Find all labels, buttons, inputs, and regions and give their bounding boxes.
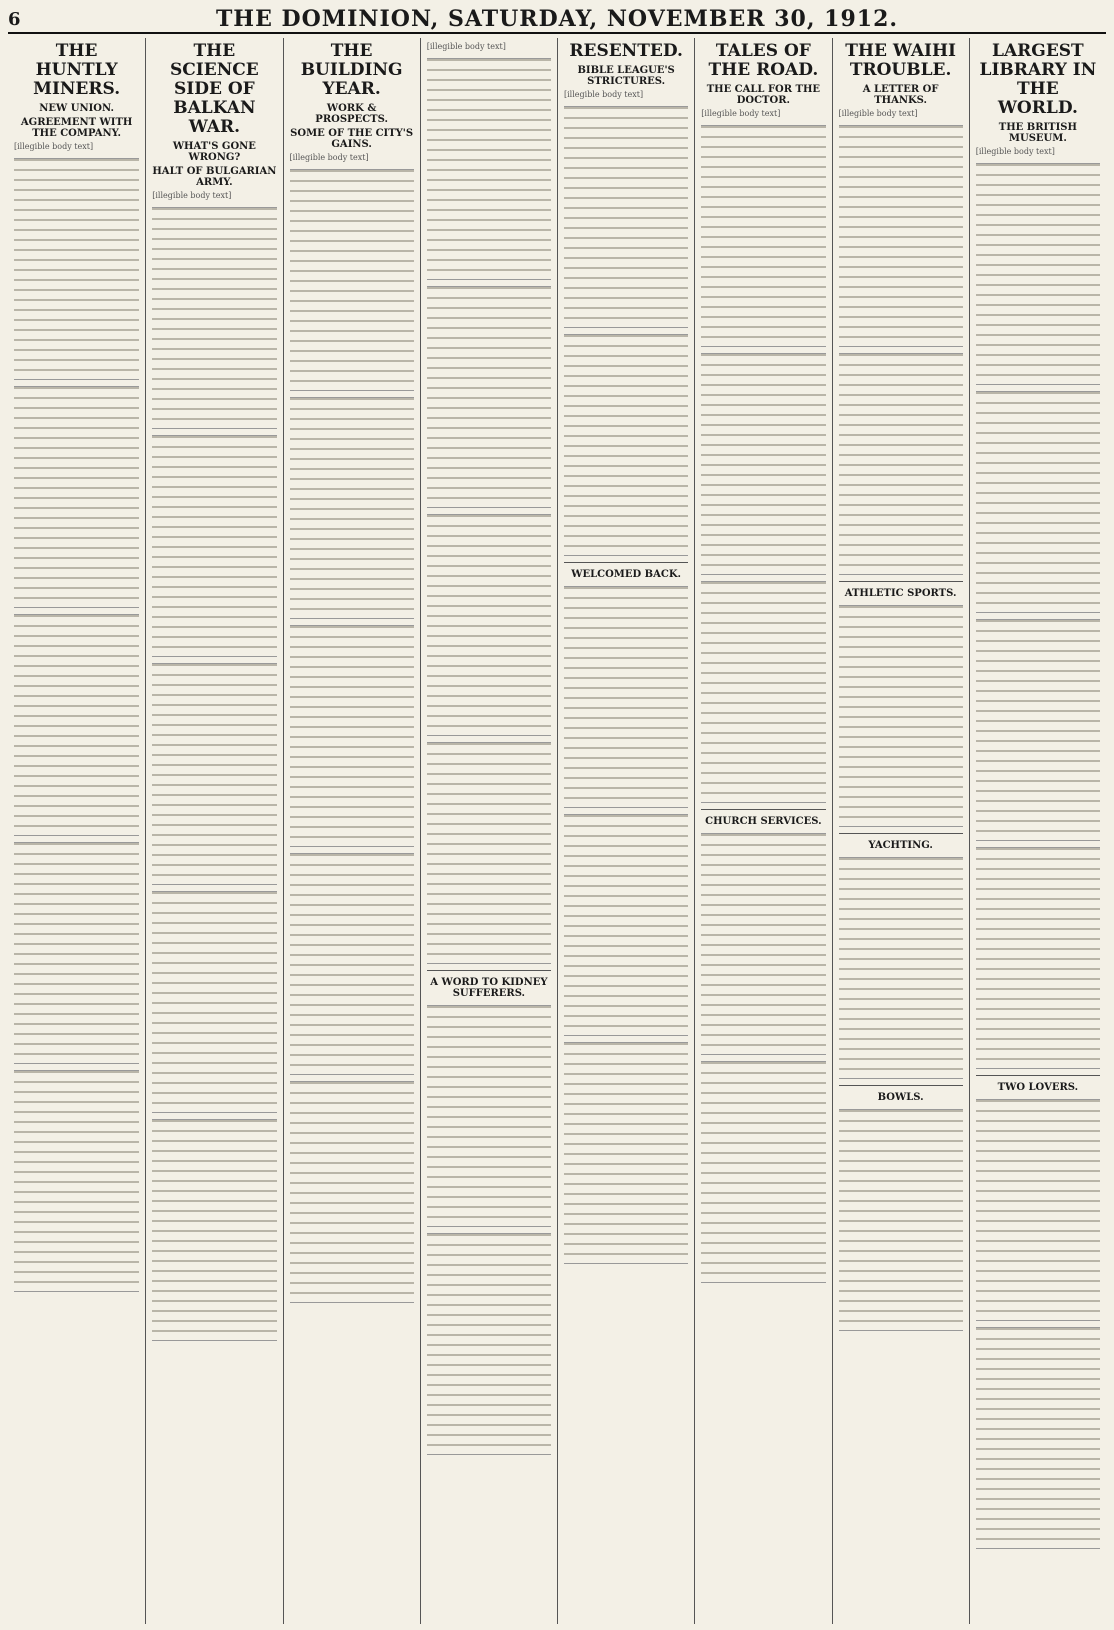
illegible-text-block	[427, 1233, 551, 1455]
column-2	[145, 38, 282, 1624]
headline: RESENTED.	[569, 41, 683, 61]
illegible-text-block	[701, 353, 825, 575]
column-8	[969, 38, 1106, 1624]
body-note: [illegible body text]	[975, 147, 1055, 156]
divider	[701, 809, 825, 810]
divider	[839, 581, 963, 582]
illegible-text-block	[839, 125, 963, 347]
illegible-text-block	[564, 106, 688, 328]
subhead: NEW UNION.	[39, 103, 114, 114]
illegible-text-block	[14, 614, 139, 836]
body-note: [illegible body text]	[701, 109, 781, 118]
subhead: BOWLS.	[877, 1092, 924, 1103]
divider	[427, 970, 551, 971]
illegible-text-block	[290, 1081, 414, 1303]
subhead: WORK & PROSPECTS.	[315, 103, 388, 125]
divider	[564, 562, 688, 563]
body-note: [illegible body text]	[289, 153, 369, 162]
subhead: ATHLETIC SPORTS.	[844, 588, 957, 599]
illegible-text-block	[701, 581, 825, 803]
subhead: AGREEMENT WITH THE COMPANY.	[20, 117, 133, 139]
subhead: WELCOMED BACK.	[571, 569, 681, 580]
divider	[839, 1085, 963, 1086]
illegible-text-block	[564, 814, 688, 1036]
newspaper-title: THE DOMINION, SATURDAY, NOVEMBER 30, 1912.	[215, 6, 899, 32]
illegible-text-block	[152, 207, 276, 429]
divider	[976, 1075, 1100, 1076]
subhead: HALT OF BULGARIAN ARMY.	[152, 166, 277, 188]
illegible-text-block	[976, 1099, 1100, 1321]
illegible-text-block	[701, 1061, 825, 1283]
illegible-text-block	[976, 619, 1100, 841]
illegible-text-block	[564, 334, 688, 556]
illegible-text-block	[564, 586, 688, 808]
illegible-text-block	[976, 847, 1100, 1069]
column-6	[694, 38, 831, 1624]
subhead: YACHTING.	[868, 840, 933, 851]
illegible-text-block	[14, 1070, 139, 1292]
illegible-text-block	[839, 857, 963, 1079]
column-5	[557, 38, 694, 1624]
column-1	[8, 38, 145, 1624]
article-columns	[8, 38, 1106, 1624]
illegible-text-block	[14, 158, 139, 380]
body-note: [illegible body text]	[838, 109, 918, 118]
illegible-text-block	[290, 853, 414, 1075]
column-7	[832, 38, 969, 1624]
illegible-text-block	[701, 125, 825, 347]
illegible-text-block	[427, 514, 551, 736]
subhead: A LETTER OF THANKS.	[862, 84, 939, 106]
illegible-text-block	[152, 663, 276, 885]
subhead: SOME OF THE CITY'S GAINS.	[290, 128, 414, 150]
subhead: THE BRITISH MUSEUM.	[998, 122, 1077, 144]
illegible-text-block	[427, 286, 551, 508]
column-3	[283, 38, 420, 1624]
body-note: [illegible body text]	[14, 142, 94, 151]
subhead: THE CALL FOR THE DOCTOR.	[706, 84, 821, 106]
illegible-text-block	[290, 169, 414, 391]
body-note: [illegible body text]	[564, 90, 644, 99]
headline: LARGEST LIBRARY IN THE WORLD.	[979, 41, 1097, 118]
illegible-text-block	[701, 833, 825, 1055]
illegible-text-block	[14, 386, 139, 608]
subhead: BIBLE LEAGUE'S STRICTURES.	[577, 65, 675, 87]
headline: THE HUNTLY MINERS.	[33, 41, 121, 99]
subhead: TWO LOVERS.	[997, 1082, 1079, 1093]
illegible-text-block	[427, 58, 551, 280]
subhead: CHURCH SERVICES.	[705, 816, 822, 827]
headline: THE WAIHI TROUBLE.	[845, 41, 956, 80]
illegible-text-block	[564, 1042, 688, 1264]
subhead: WHAT'S GONE WRONG?	[172, 141, 256, 163]
illegible-text-block	[152, 891, 276, 1113]
illegible-text-block	[427, 1005, 551, 1227]
illegible-text-block	[976, 1327, 1100, 1549]
page-number: 6	[8, 8, 21, 30]
illegible-text-block	[152, 1119, 276, 1341]
masthead	[8, 6, 1106, 34]
illegible-text-block	[976, 391, 1100, 613]
illegible-text-block	[976, 163, 1100, 385]
column-4	[420, 38, 557, 1624]
divider	[839, 833, 963, 834]
body-note: [illegible body text]	[152, 191, 232, 200]
illegible-text-block	[427, 742, 551, 964]
subhead: A WORD TO KIDNEY SUFFERERS.	[430, 977, 548, 999]
body-note: [illegible body text]	[426, 42, 506, 51]
illegible-text-block	[839, 1109, 963, 1331]
headline: THE SCIENCE SIDE OF BALKAN WAR.	[170, 41, 259, 137]
illegible-text-block	[152, 435, 276, 657]
illegible-text-block	[839, 353, 963, 575]
headline: TALES OF THE ROAD.	[708, 41, 819, 80]
illegible-text-block	[290, 397, 414, 619]
headline: THE BUILDING YEAR.	[300, 41, 403, 99]
illegible-text-block	[14, 842, 139, 1064]
illegible-text-block	[839, 605, 963, 827]
illegible-text-block	[290, 625, 414, 847]
